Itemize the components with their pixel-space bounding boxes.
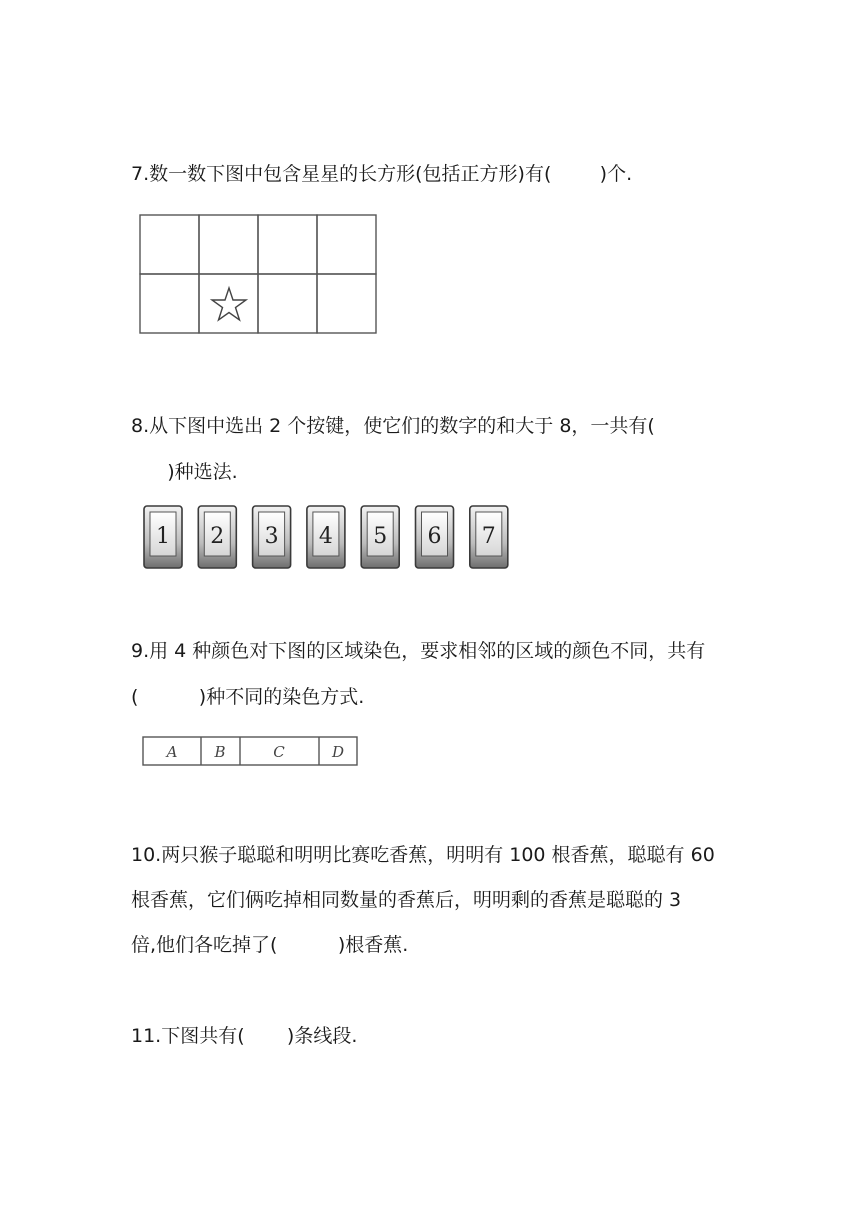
grid-cell [317, 274, 376, 333]
region-label-d: D [331, 743, 345, 761]
number-key-label: 2 [210, 524, 225, 549]
question-10-text-line1: 10.两只猴子聪聪和明明比赛吃香蕉，明明有 100 根香蕉，聪聪有 60 [131, 844, 715, 866]
question-8-text-line2: )种选法. [131, 461, 238, 483]
question-9-text-line1: 9.用 4 种颜色对下图的区域染色，要求相邻的区域的颜色不同，共有 [131, 640, 706, 662]
number-key-label: 7 [481, 524, 496, 549]
region-label-b: B [214, 743, 226, 761]
question-11-text: 11.下图共有( )条线段. [131, 1025, 358, 1047]
number-key-label: 3 [264, 524, 279, 549]
number-key-label: 1 [156, 524, 170, 549]
rectangle-grid-figure [139, 214, 379, 336]
number-key-4 [307, 506, 345, 568]
number-key-5 [361, 506, 399, 568]
question-8-text-line1: 8.从下图中选出 2 个按键，使它们的数字的和大于 8，一共有( [131, 415, 655, 437]
region-label-c: C [273, 743, 285, 761]
star-icon [212, 288, 246, 320]
number-keys-figure [142, 503, 527, 573]
number-key-2 [198, 506, 236, 568]
number-key-7 [470, 506, 508, 568]
question-9-text-line2: ( )种不同的染色方式. [131, 686, 365, 708]
number-key-label: 5 [373, 524, 388, 549]
number-key-6 [416, 506, 454, 568]
grid-cell [199, 274, 258, 333]
grid-cell [258, 274, 317, 333]
question-7-text: 7.数一数下图中包含星星的长方形(包括正方形)有( )个. [131, 163, 633, 185]
region-label-a: A [166, 743, 178, 761]
grid-cell [258, 215, 317, 274]
question-10-text-line2: 根香蕉，它们俩吃掉相同数量的香蕉后，明明剩的香蕉是聪聪的 3 [131, 889, 682, 911]
question-10-text-line3: 倍,他们各吃掉了( )根香蕉. [131, 934, 409, 956]
number-key-3 [253, 506, 291, 568]
grid-cell [317, 215, 376, 274]
number-key-label: 4 [318, 524, 333, 549]
number-key-1 [144, 506, 182, 568]
grid-cell [199, 215, 258, 274]
grid-cell [140, 215, 199, 274]
region-strip-figure [142, 736, 360, 768]
number-key-label: 6 [427, 524, 442, 549]
grid-cell [140, 274, 199, 333]
